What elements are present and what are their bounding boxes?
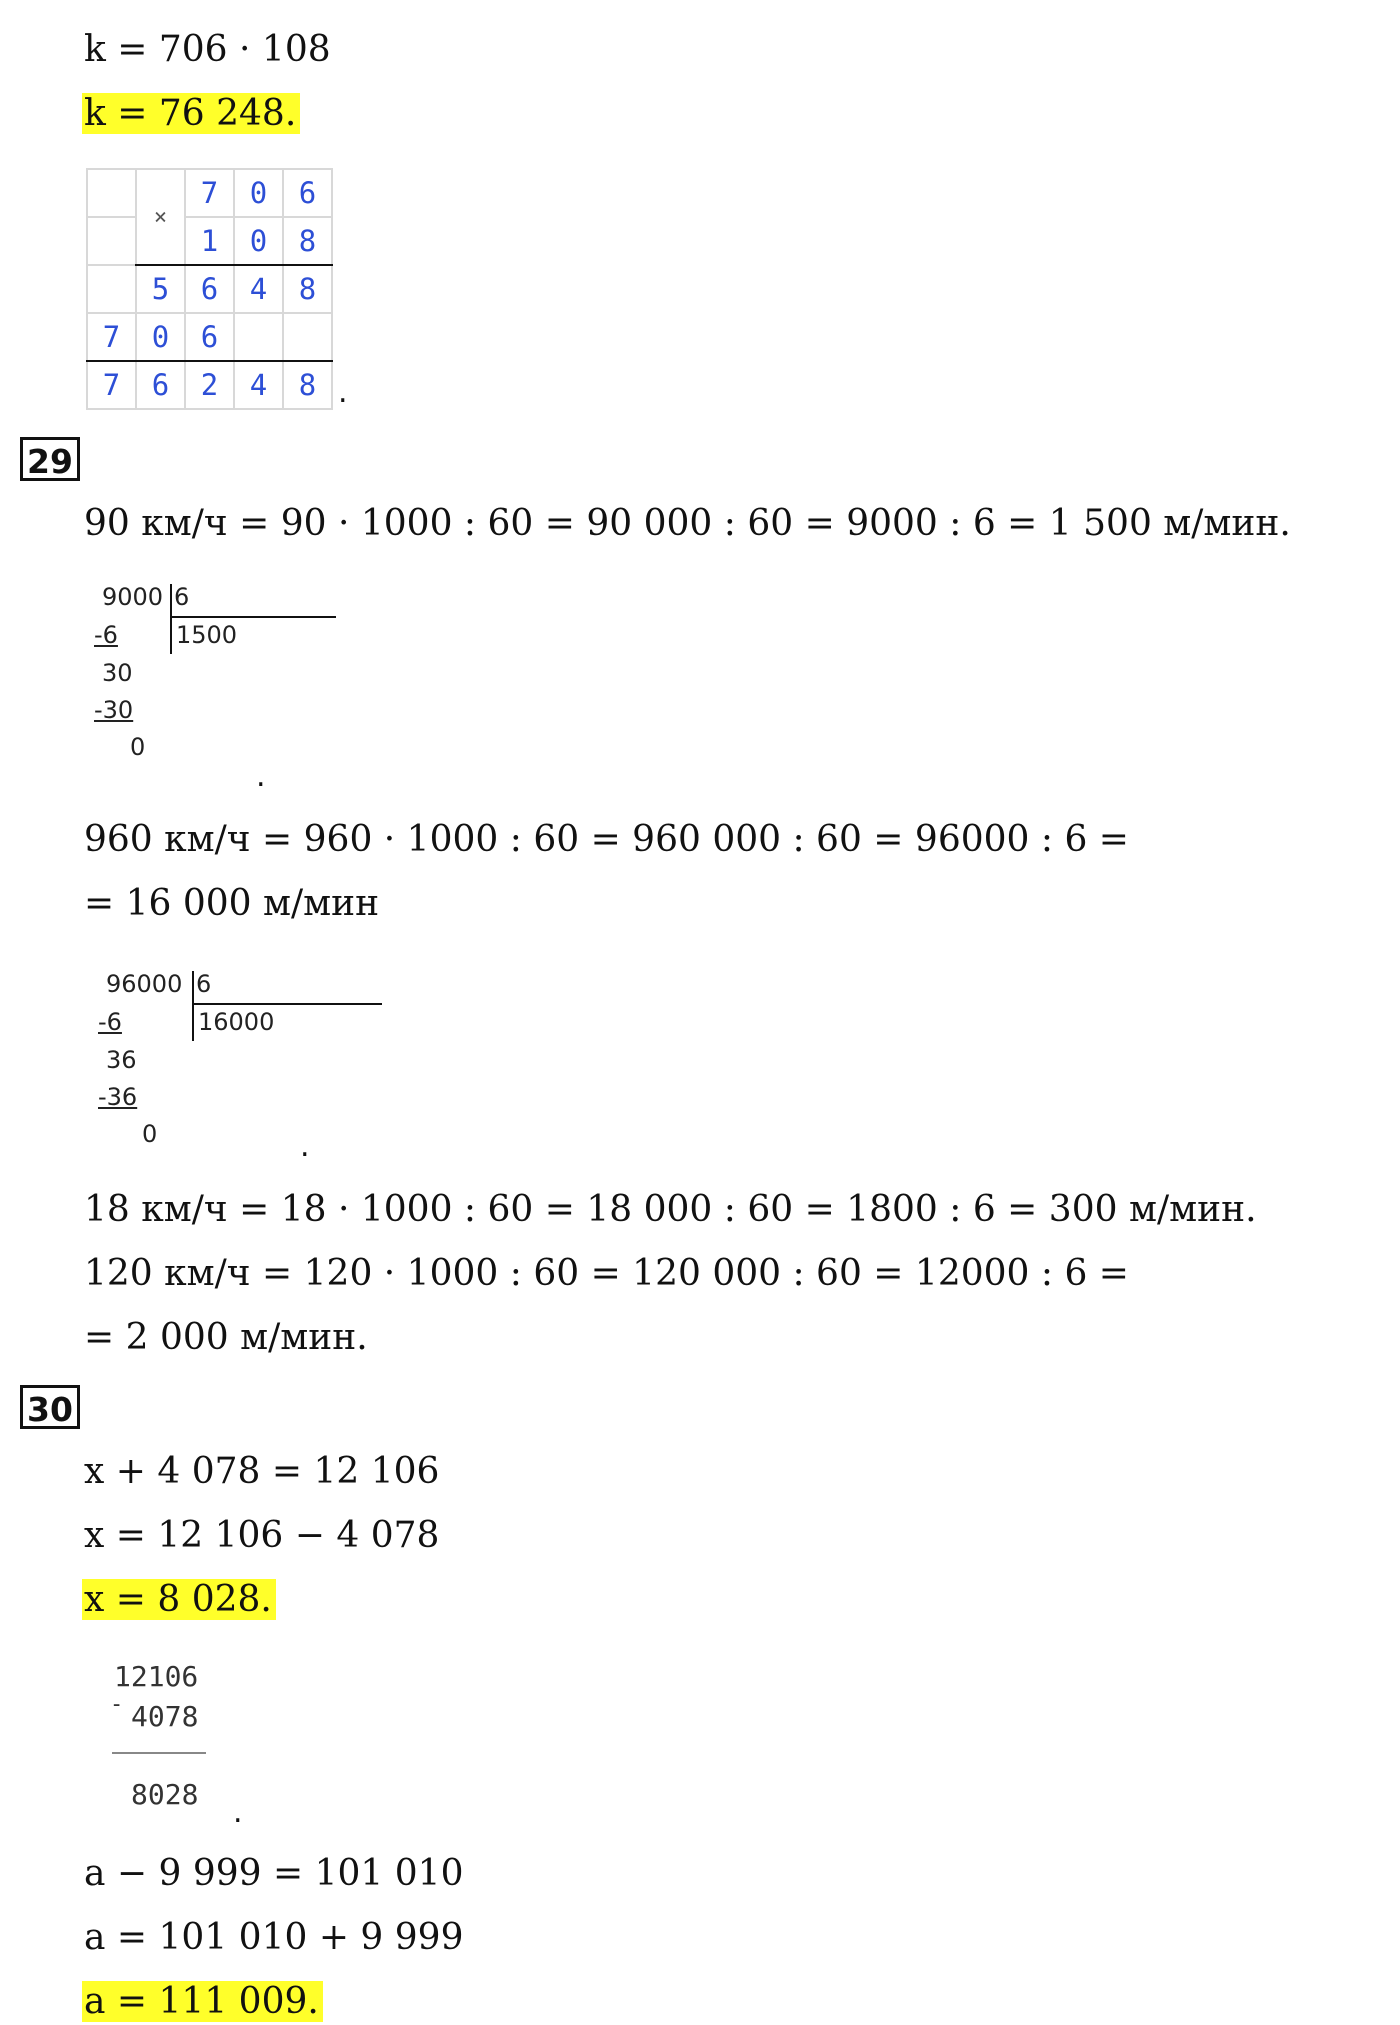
answer-line xyxy=(84,92,300,136)
task-number-29: 29 xyxy=(20,437,80,481)
grid-cell: 6 xyxy=(283,169,332,217)
grid-row xyxy=(87,313,332,361)
quotient: 16000 xyxy=(198,1008,275,1036)
multiplication-grid xyxy=(86,168,333,410)
subtract-step: -6 xyxy=(94,621,118,649)
grid-cell: 2 xyxy=(185,361,234,409)
equation-line: 120 км/ч = 120 · 1000 : 60 = 120 000 : 60 = 12000 : 6 = xyxy=(84,1253,1129,1294)
answer-highlight: x = 8 028. xyxy=(82,1579,276,1620)
grid-row xyxy=(87,265,332,313)
divisor: 6 xyxy=(196,970,212,998)
remainder-step: 36 xyxy=(106,1046,137,1074)
period: . xyxy=(233,1795,243,1830)
subtrahend: 4078 xyxy=(131,1700,199,1733)
equation-line: = 16 000 м/мин xyxy=(84,883,380,924)
grid-cell: 0 xyxy=(136,313,185,361)
grid-cell: 5 xyxy=(136,265,185,313)
subtract-step: -36 xyxy=(98,1083,138,1111)
grid-cell xyxy=(283,313,332,361)
subtract-step: -6 xyxy=(98,1008,122,1036)
division-bracket xyxy=(170,584,172,654)
times-sign: × xyxy=(136,169,185,265)
grid-cell: 4 xyxy=(234,361,283,409)
grid-cell: 6 xyxy=(185,313,234,361)
equation-line: 90 км/ч = 90 · 1000 : 60 = 90 000 : 60 = 9000 : 6 = 1 500 м/мин. xyxy=(84,503,1291,544)
grid-cell xyxy=(87,169,136,217)
equation-line: x = 12 106 − 4 078 xyxy=(84,1515,440,1556)
remainder: 0 xyxy=(142,1120,158,1148)
dividend: 96000 xyxy=(106,970,183,998)
equation-line: a − 9 999 = 101 010 xyxy=(84,1853,464,1894)
task-number-30: 30 xyxy=(20,1385,80,1429)
grid-cell: 6 xyxy=(136,361,185,409)
minus-sign: - xyxy=(110,1692,124,1717)
grid-cell: 7 xyxy=(87,361,136,409)
equation-line: k = 706 · 108 xyxy=(84,29,331,70)
answer-line xyxy=(84,1980,323,2024)
grid-row xyxy=(87,169,332,217)
grid-cell xyxy=(87,217,136,265)
grid-cell: 0 xyxy=(234,217,283,265)
grid-cell xyxy=(87,265,136,313)
division-bracket xyxy=(192,971,194,1041)
answer-highlight: k = 76 248. xyxy=(82,93,300,134)
subtraction-bar xyxy=(112,1752,206,1754)
period: . xyxy=(256,759,266,794)
dividend: 9000 xyxy=(102,583,164,611)
equation-line: 18 км/ч = 18 · 1000 : 60 = 18 000 : 60 = 1800 : 6 = 300 м/мин. xyxy=(84,1189,1257,1230)
grid-cell: 8 xyxy=(283,265,332,313)
grid-cell: 6 xyxy=(185,265,234,313)
answer-line xyxy=(84,1578,276,1622)
grid-cell: 4 xyxy=(234,265,283,313)
grid-row xyxy=(87,361,332,409)
grid-cell: 1 xyxy=(185,217,234,265)
equation-line: a = 101 010 + 9 999 xyxy=(84,1917,464,1958)
grid-cell: 0 xyxy=(234,169,283,217)
minuend: 12106 xyxy=(114,1660,199,1693)
difference: 8028 xyxy=(131,1778,199,1811)
grid-cell xyxy=(234,313,283,361)
divisor: 6 xyxy=(174,583,190,611)
equation-line: = 2 000 м/мин. xyxy=(84,1317,368,1358)
division-bar xyxy=(192,1003,382,1005)
answer-highlight: a = 111 009. xyxy=(82,1981,323,2022)
subtract-step: -30 xyxy=(94,696,134,724)
remainder: 0 xyxy=(130,733,146,761)
equation-line: 960 км/ч = 960 · 1000 : 60 = 960 000 : 60 = 96000 : 6 = xyxy=(84,819,1129,860)
grid-cell: 8 xyxy=(283,361,332,409)
equation-line: x + 4 078 = 12 106 xyxy=(84,1451,440,1492)
grid-cell: 7 xyxy=(87,313,136,361)
quotient: 1500 xyxy=(176,621,238,649)
division-bar xyxy=(170,616,336,618)
period: . xyxy=(300,1129,310,1164)
grid-row xyxy=(87,217,332,265)
grid-cell: 8 xyxy=(283,217,332,265)
grid-cell: 7 xyxy=(185,169,234,217)
remainder-step: 30 xyxy=(102,659,133,687)
period: . xyxy=(338,375,348,410)
